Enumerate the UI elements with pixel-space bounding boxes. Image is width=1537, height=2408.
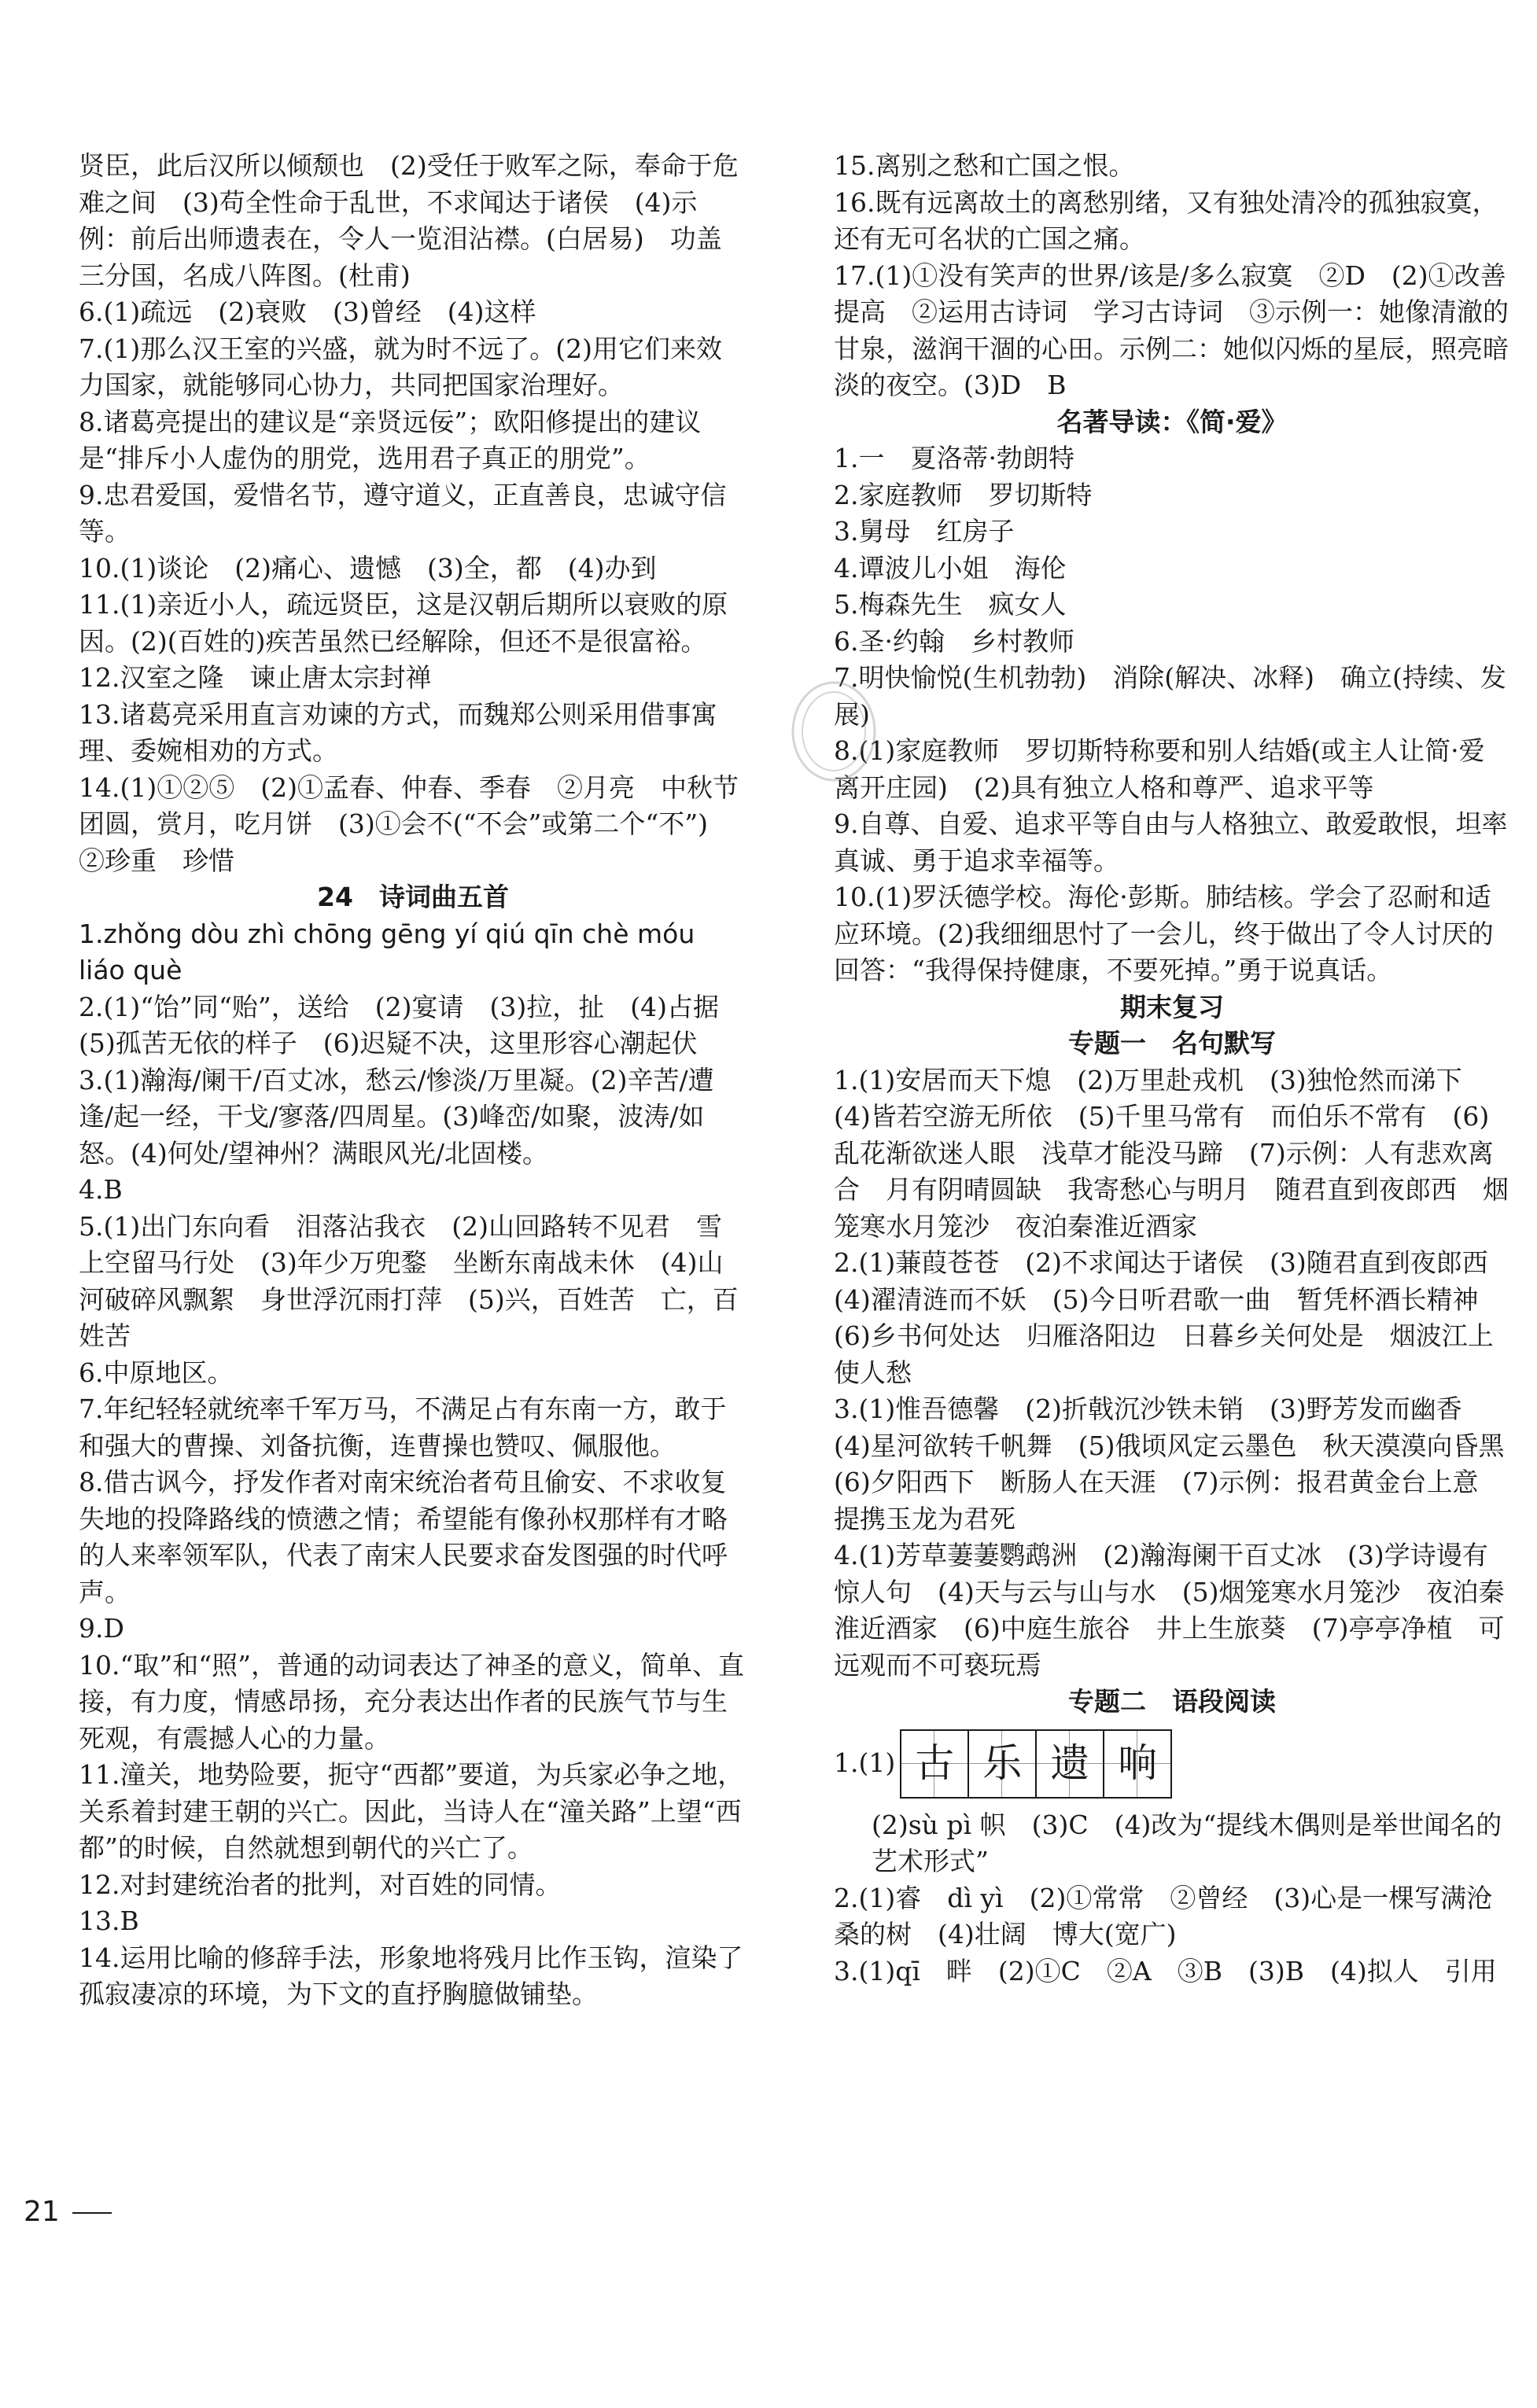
answer-item: 6.中原地区。 [79, 1357, 234, 1388]
answer-item: 2.(1)蒹葭苍苍 (2)不求闻达于诸侯 (3)随君直到夜郎西 (4)濯清涟而不妖 (5)今日听君歌一曲 暂凭杯酒长精神 (6)乡书何处达 归雁洛阳边 日暮乡关何处是 烟波江上使人愁 [834, 1247, 1514, 1388]
section-heading: 期末复习 [1120, 991, 1224, 1022]
grid-character: 遗 [1037, 1731, 1104, 1797]
answer-item: 5.(1)出门东向看 泪落沾我衣 (2)山回路转不见君 雪上空留马行处 (3)年少万兜鍪 坐断东南战未休 (4)山河破碎风飘絮 身世浮沉雨打萍 (5)兴，百姓苦 亡，百姓苦 [79, 1210, 739, 1351]
answer-item: 6.(1)疏远 (2)衰败 (3)曾经 (4)这样 [79, 296, 536, 327]
answer-item: 1.(1)安居而天下熄 (2)万里赴戎机 (3)独怆然而涕下 (4)皆若空游无所依 (5)千里马常有 而伯乐不常有 (6)乱花渐欲迷人眼 浅草才能没马蹄 (7)示例：人有悲欢离合 月有阴晴圆缺 我寄愁心与明月 随君直到夜郎西 烟笼寒水月笼沙 夜泊秦淮近酒家 [834, 1064, 1509, 1242]
answer-item: 14.运用比喻的修辞手法，形象地将残月比作玉钩，渲染了孤寂凄凉的环境，为下文的直抒胸臆做铺垫。 [79, 1942, 743, 2009]
answer-item: 10.(1)罗沃德学校。海伦·彭斯。肺结核。学会了忍耐和适应环境。(2)我细细思忖了一会儿，终于做出了令人讨厌的回答：“我得保持健康，不要死掉。”勇于说真话。 [834, 882, 1494, 985]
character-box-answer [834, 1721, 1510, 1807]
section-heading: 名著导读：《简·爱》 [1056, 406, 1288, 437]
answer-item: 14.(1)①②⑤ (2)①孟春、仲春、季春 ②月亮 中秋节 团圆，赏月，吃月饼 (3)①会不(“不会”或第二个“不”) ②珍重 珍惜 [79, 771, 765, 876]
answer-item: 5.梅森先生 疯女人 [834, 589, 1067, 620]
page-number: 21 [24, 2194, 112, 2231]
section-heading: 专题一 名句默写 [1068, 1028, 1276, 1059]
answer-item: 9.自尊、自爱、追求平等自由与人格独立、敢爱敢恨，坦率真诚、勇于追求幸福等。 [834, 808, 1508, 876]
answer-item: 13.B [79, 1905, 139, 1936]
answer-item: 3.(1)瀚海/阑干/百丈冰，愁云/惨淡/万里凝。(2)辛苦/遭逢/起一经，干戈/寥落/四周星。(3)峰峦/如聚，波涛/如怒。(4)何处/望神州？满眼风光/北固楼。 [79, 1064, 714, 1169]
answer-item: 11.潼关，地势险要，扼守“西都”要道，为兵家必争之地，关系着封建王朝的兴亡。因此，当诗人在“潼关路”上望“西都”的时候，自然就想到朝代的兴亡了。 [79, 1759, 744, 1863]
answer-number: 1.(1) [834, 1747, 896, 1779]
answer-item: 3.舅母 红房子 [834, 516, 1015, 547]
answer-item: 2.(1)睿 dì yì (2)①常常 ②曾经 (3)心是一棵写满沧桑的树 (4)壮阔 博大(宽广) [834, 1882, 1493, 1950]
answer-item: 7.(1)那么汉王室的兴盛，就为时不远了。(2)用它们来效力国家，就能够同心协力，共同把国家治理好。 [79, 333, 722, 400]
answer-item: 3.(1)惟吾德馨 (2)折戟沉沙铁未销 (3)野芳发而幽香 (4)星河欲转千帆舞 (5)俄顷风定云墨色 秋天漠漠向昏黑 (6)夕阳西下 断肠人在天涯 (7)示例：报君黄金台上意 提携玉龙为君死 [834, 1394, 1531, 1534]
left-column [79, 148, 765, 2013]
answer-item: 4.(1)芳草萋萋鹦鹉洲 (2)瀚海阑干百丈冰 (3)学诗谩有惊人句 (4)天与云与山与水 (5)烟笼寒水月笼沙 夜泊秦淮近酒家 (6)中庭生旅谷 井上生旅葵 (7)亭亭净植 可远观而不可亵玩焉 [834, 1540, 1505, 1681]
watermark-stamp-icon [787, 676, 881, 786]
answer-item: 12.对封建统治者的批判，对百姓的同情。 [79, 1869, 562, 1900]
answer-item: 13.诸葛亮采用直言劝谏的方式，而魏郑公则采用借事寓理、委婉相劝的方式。 [79, 698, 717, 766]
answer-item: 17.(1)①没有笑声的世界/该是/多么寂寞 ②D (2)①改善 提高 ②运用古诗词 学习古诗词 ③示例一：她像清澈的甘泉，滋润干涸的心田。示例二：她似闪烁的星辰，照亮暗淡的夜空。(3)D B [834, 260, 1532, 400]
answer-item: 8.借古讽今，抒发作者对南宋统治者苟且偷安、不求收复失地的投降路线的愤懑之情；希望能有像孙权那样有才略的人来率领军队，代表了南宋人民要求奋发图强的时代呼声。 [79, 1467, 728, 1607]
answer-item: 3.(1)qī 畔 (2)①C ②A ③B (3)B (4)拟人 引用 [834, 1955, 1497, 1986]
answer-item: 8.诸葛亮提出的建议是“亲贤远佞”；欧阳修提出的建议是“排斥小人虚伪的朋党，选用君子真正的朋党”。 [79, 406, 702, 473]
answer-item: 7.明快愉悦(生机勃勃) 消除(解决、冰释) 确立(持续、发展) [834, 662, 1506, 730]
answer-item: 贤臣，此后汉所以倾颓也 (2)受任于败军之际，奉命于危难之间 (3)苟全性命于乱世，不求闻达于诸侯 (4)示例：前后出师遗表在，令人一览泪沾襟。(白居易) 功盖三分国，名成八阵图。(杜甫) [79, 150, 739, 291]
answer-item: 2.家庭教师 罗切斯特 [834, 479, 1093, 510]
grid-character: 古 [901, 1731, 969, 1797]
answer-item: 4.谭波儿小姐 海伦 [834, 552, 1067, 584]
answer-item: (2)sù pì 帜 (3)C (4)改为“提线木偶则是举世闻名的艺术形式” [872, 1809, 1502, 1876]
answer-item: 7.年纪轻轻就统率千军万马，不满足占有东南一方，敢于和强大的曹操、刘备抗衡，连曹操也赞叹、佩服他。 [79, 1394, 727, 1461]
answer-item: 10.(1)谈论 (2)痛心、遗憾 (3)全，都 (4)办到 [79, 552, 657, 584]
answer-item: 1.zhǒng dòu zhì chōng gēng yí qiú qīn chè móu liáo què [79, 918, 695, 985]
answer-item: 2.(1)“饴”同“贻”，送给 (2)宴请 (3)拉，扯 (4)占据 (5)孤苦无依的样子 (6)迟疑不决，这里形容心潮起伏 [79, 991, 745, 1059]
answer-item: 11.(1)亲近小人，疏远贤臣，这是汉朝后期所以衰败的原因。(2)(百姓的)疾苦虽然已经解除，但还不是很富裕。 [79, 589, 728, 657]
section-heading: 24 诗词曲五首 [317, 882, 509, 912]
answer-item: 10.“取”和“照”，普通的动词表达了神圣的意义，简单、直接，有力度，情感昂扬，充分表达出作者的民族气节与生死观，有震撼人心的力量。 [79, 1649, 744, 1754]
tianzige-grid [900, 1729, 1172, 1799]
answer-item: 4.B [79, 1174, 123, 1205]
grid-character: 乐 [969, 1731, 1037, 1797]
answer-item: 12.汉室之隆 谏止唐太宗封禅 [79, 662, 432, 693]
answer-item: 16.既有远离故土的离愁别绪，又有独处清冷的孤独寂寞，还有无可名状的亡国之痛。 [834, 186, 1498, 254]
answer-item: 1.一 夏洛蒂·勃朗特 [834, 443, 1074, 473]
section-heading: 专题二 语段阅读 [1068, 1686, 1276, 1717]
grid-character: 响 [1104, 1731, 1170, 1797]
answer-item: 15.离别之愁和亡国之恨。 [834, 150, 1135, 181]
answer-item: 9.D [79, 1613, 124, 1644]
right-column [834, 148, 1532, 1990]
answer-item: 8.(1)家庭教师 罗切斯特称要和别人结婚(或主人让简·爱离开庄园) (2)具有独立人格和尊严、追求平等 [834, 735, 1485, 803]
answer-item: 9.忠君爱国，爱惜名节，遵守道义，正直善良，忠诚守信等。 [79, 479, 727, 547]
answer-item: 6.圣·约翰 乡村教师 [834, 625, 1074, 657]
